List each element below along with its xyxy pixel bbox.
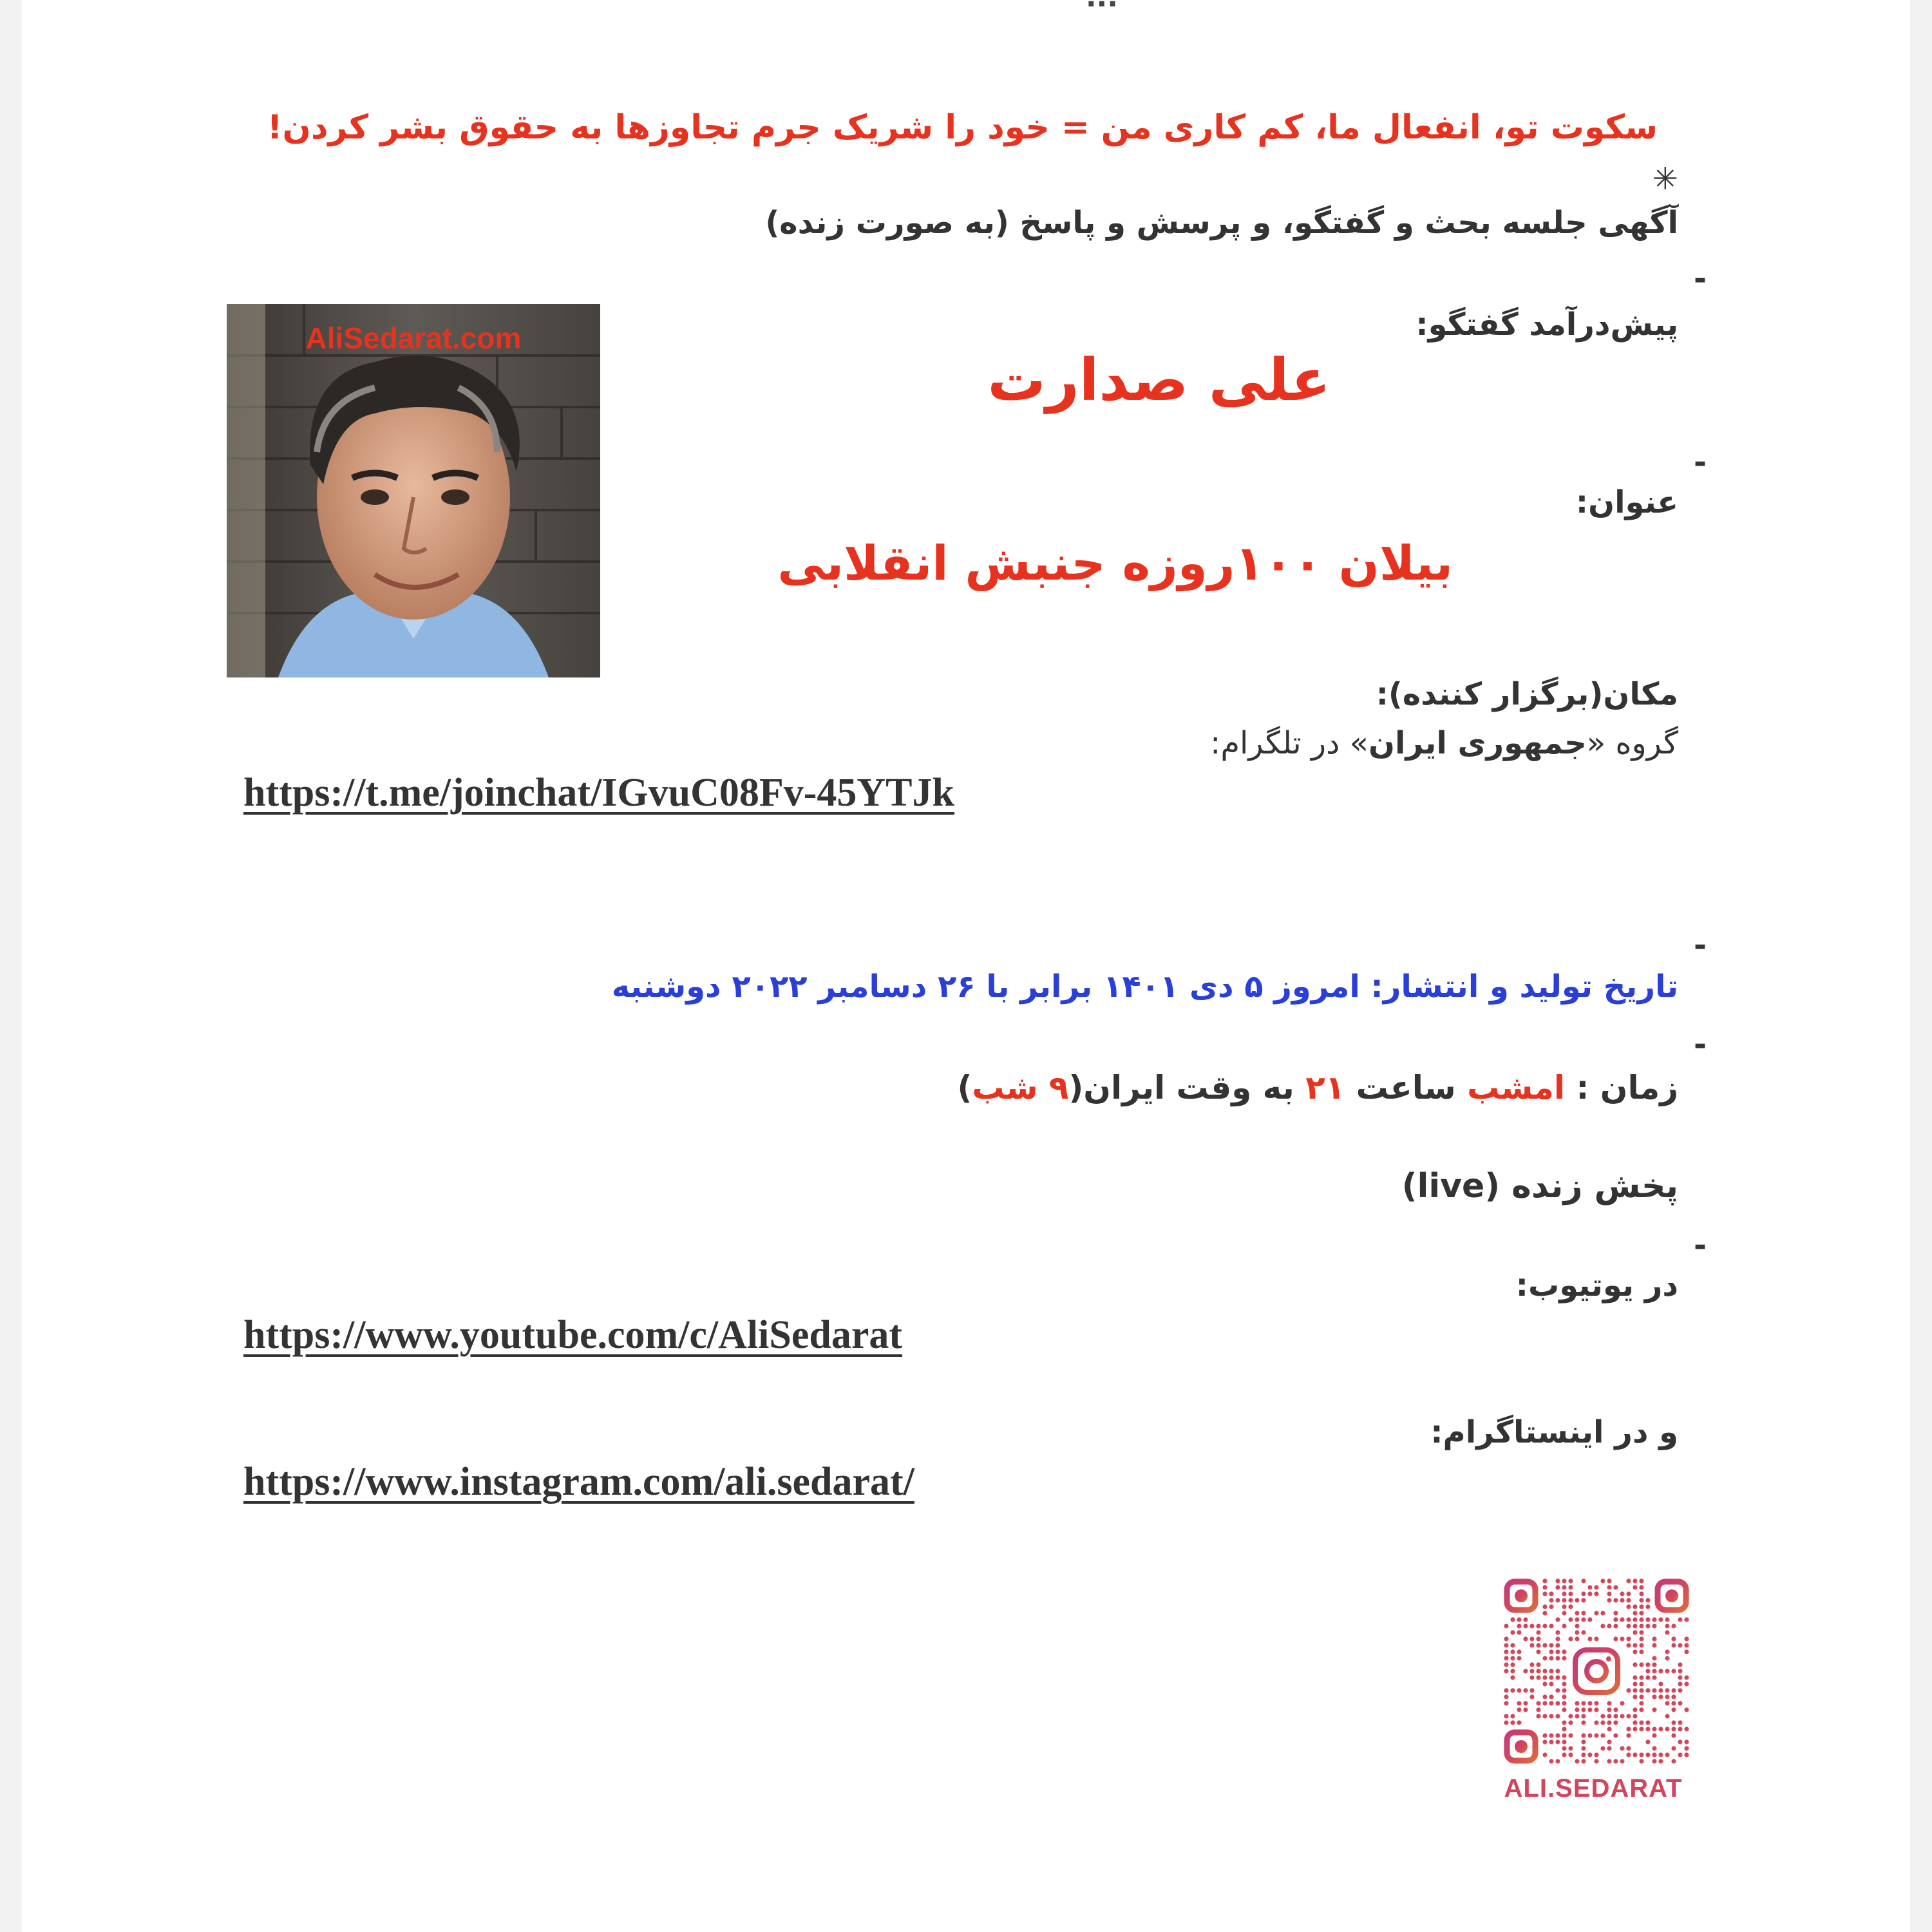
venue-group-name: جمهوری ایران <box>1368 725 1587 761</box>
qr-code-image <box>1503 1578 1690 1765</box>
intro-label: پیش‌درآمد گفتگو: <box>1416 307 1678 343</box>
photo-watermark: AliSedarat.com <box>305 321 522 355</box>
announcement-text: آگهی جلسه بحث و گفتگو، و پرسش و پاسخ (به صورت زنده) <box>765 205 1678 241</box>
document-page <box>22 0 1910 1932</box>
qr-caption: ALI.SEDARAT <box>1504 1774 1683 1803</box>
time-line <box>958 1069 1678 1106</box>
instagram-qr-code[interactable] <box>1503 1578 1690 1767</box>
time-label: زمان : <box>1564 1069 1678 1106</box>
divider-dash: - <box>1694 261 1707 297</box>
top-partial-text <box>1086 0 1118 14</box>
publish-date: تاریخ تولید و انتشار: امروز ۵ دی ۱۴۰۱ برابر با ۲۶ دسامبر ۲۰۲۲ دوشنبه <box>611 969 1678 1005</box>
time-tonight: امشب <box>1467 1069 1565 1106</box>
divider-dash: - <box>1694 927 1707 963</box>
venue-label: مکان(برگزار کننده): <box>1376 676 1678 712</box>
divider-dash: - <box>1694 1027 1707 1063</box>
live-label: پخش زنده (live) <box>1401 1167 1678 1206</box>
time-close: ) <box>957 1069 972 1106</box>
instagram-label: و در اینستاگرام: <box>1430 1414 1678 1450</box>
talk-title: بیلان ۱۰۰روزه جنبش انقلابی <box>777 536 1453 591</box>
venue-text <box>1210 725 1678 761</box>
divider-dash: - <box>1694 444 1707 480</box>
venue-group-prefix: گروه « <box>1586 725 1678 761</box>
time-tz: به وقت ایران( <box>1068 1069 1306 1106</box>
youtube-link[interactable]: https://www.youtube.com/c/AliSedarat <box>243 1313 902 1357</box>
speaker-photo <box>227 304 600 677</box>
divider-dash: - <box>1694 1227 1707 1264</box>
speaker-name: علی صدارت <box>987 346 1331 414</box>
telegram-link[interactable]: https://t.me/joinchat/IGvuC08Fv-45YTJk <box>243 771 954 815</box>
time-pm: ۹ شب <box>972 1069 1069 1106</box>
slogan-heading: سکوت تو، انفعال ما، کم کاری من = خود را شریک جرم تجاوزها به حقوق بشر کردن! <box>267 108 1658 147</box>
time-hour-word: ساعت <box>1345 1069 1468 1106</box>
instagram-link[interactable]: https://www.instagram.com/ali.sedarat/ <box>243 1460 914 1504</box>
venue-group-suffix: » در تلگرام: <box>1210 725 1369 761</box>
speaker-portrait-image <box>227 304 600 677</box>
youtube-label: در یوتیوب: <box>1515 1267 1678 1303</box>
time-hour: ۲۱ <box>1305 1069 1345 1106</box>
title-label: عنوان: <box>1575 484 1678 520</box>
asterisk-icon: ✳ <box>1652 161 1678 197</box>
